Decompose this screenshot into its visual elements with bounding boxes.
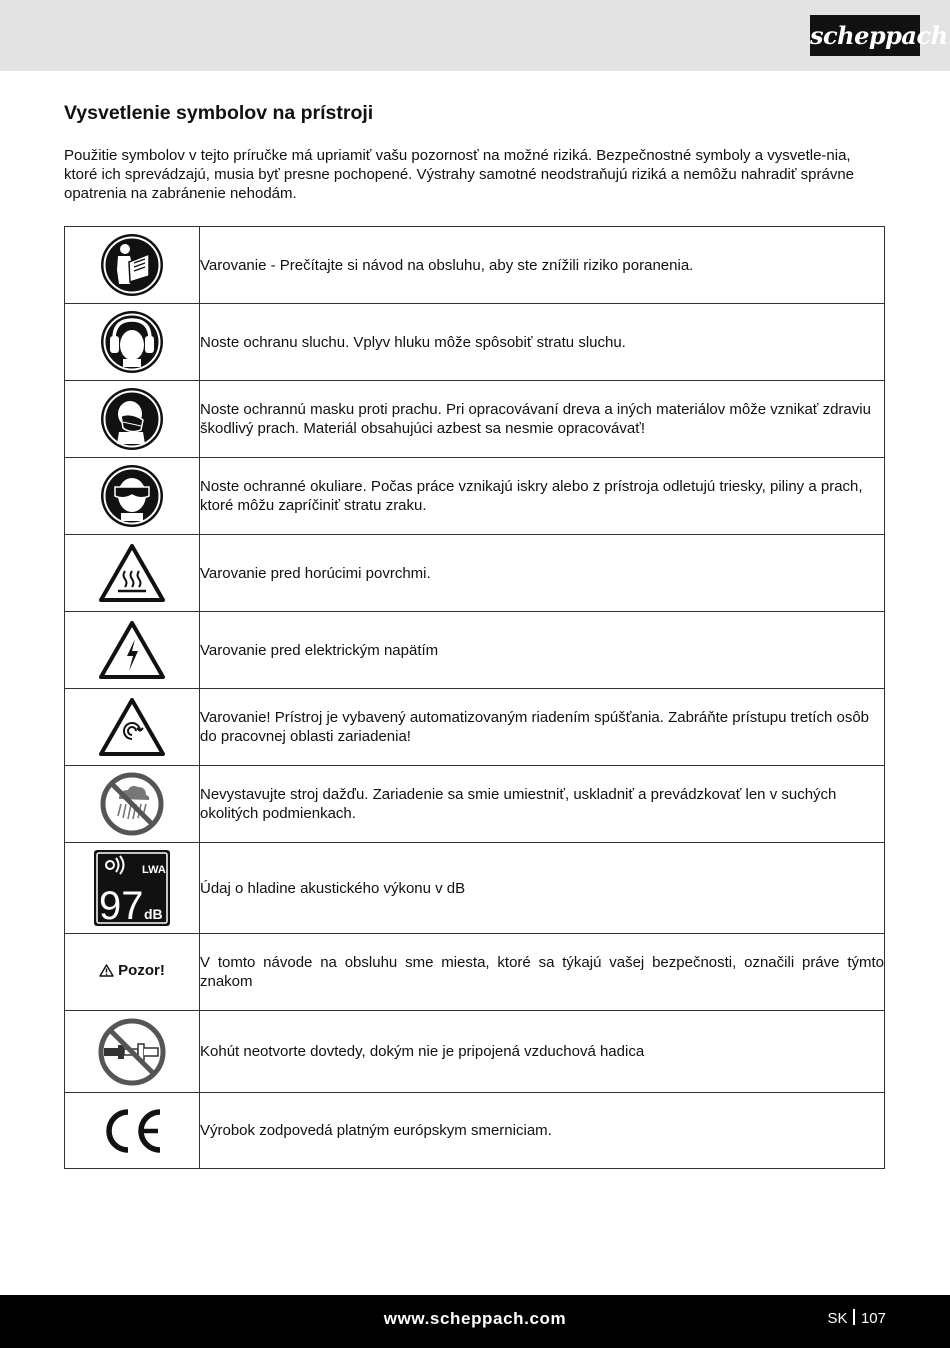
table-row bbox=[65, 458, 885, 535]
table-row bbox=[65, 612, 885, 689]
read-manual-icon bbox=[99, 232, 165, 298]
intro-paragraph: Použitie symbolov v tejto príručke má upriamiť vašu pozornosť na možné riziká. Bezpečnostné symboly a vysvetle-nia, ktoré ich sprevádzajú, musia byť presne pochopené. Výstrahy samotné neodstraňujú riziká a nemôžu nahradiť správne opatrenia na zabránenie nehodám. bbox=[64, 147, 855, 202]
sound-level-value: 97 bbox=[99, 884, 144, 927]
brand-logo bbox=[810, 15, 948, 56]
page-number: 107 bbox=[860, 1310, 886, 1327]
symbol-description: Noste ochrannú masku proti prachu. Pri opracovávaní dreva a iných materiálov môže vznikať zdraviu škodlivý prach. Materiál obsahujúci azbest sa nesmie opracovávať! bbox=[200, 381, 885, 458]
table-row bbox=[65, 227, 885, 304]
symbol-description: V tomto návode na obsluhu sme miesta, ktoré sa týkajú vašej bezpečnosti, označili práve týmto znakom bbox=[200, 934, 885, 1011]
pozor-label bbox=[99, 962, 165, 979]
electric-voltage-warning-icon bbox=[98, 620, 166, 680]
symbol-description: Údaj o hladine akustického výkonu v dB bbox=[200, 843, 885, 934]
symbol-description: Varovanie pred elektrickým napätím bbox=[200, 612, 885, 689]
safety-goggles-icon bbox=[99, 463, 165, 529]
sound-level-unit: dB bbox=[144, 906, 163, 922]
symbol-description: Varovanie - Prečítajte si návod na obsluhu, aby ste znížili riziko poranenia. bbox=[200, 227, 885, 304]
symbol-description: Noste ochranné okuliare. Počas práce vznikajú iskry alebo z prístroja odletujú triesky, piliny a prach, ktoré môžu zapríčiniť stratu zraku. bbox=[200, 458, 885, 535]
ce-mark-icon bbox=[98, 1106, 166, 1156]
footer-website-link[interactable]: www.scheppach.com bbox=[383, 1309, 567, 1328]
hot-surface-warning-icon bbox=[98, 543, 166, 603]
lwa-label: LWA bbox=[142, 864, 166, 876]
symbol-description: Výrobok zodpovedá platným európskym smerniciam. bbox=[200, 1093, 885, 1169]
symbols-table bbox=[64, 226, 885, 1169]
symbol-cell bbox=[65, 934, 200, 1011]
hearing-protection-icon bbox=[99, 309, 165, 375]
symbol-cell bbox=[65, 304, 200, 381]
table-row bbox=[65, 1093, 885, 1169]
symbol-description: Varovanie pred horúcimi povrchmi. bbox=[200, 535, 885, 612]
no-open-valve-icon bbox=[97, 1017, 167, 1087]
symbol-cell bbox=[65, 458, 200, 535]
table-row bbox=[65, 535, 885, 612]
header-bar bbox=[0, 0, 950, 71]
symbol-cell bbox=[65, 612, 200, 689]
separator bbox=[853, 1309, 855, 1325]
no-rain-icon bbox=[99, 771, 165, 837]
symbol-cell bbox=[65, 843, 200, 934]
symbol-cell bbox=[65, 766, 200, 843]
page-indicator bbox=[827, 1295, 886, 1343]
footer-bar bbox=[0, 1295, 950, 1348]
sound-power-level-icon bbox=[93, 849, 171, 927]
pozor-text: Pozor! bbox=[118, 962, 165, 979]
automatic-start-warning-icon bbox=[98, 697, 166, 757]
symbol-cell bbox=[65, 227, 200, 304]
table-row bbox=[65, 689, 885, 766]
table-row bbox=[65, 934, 885, 1011]
symbol-cell bbox=[65, 1093, 200, 1169]
brand-logo-text: scheppach bbox=[810, 21, 948, 50]
table-row bbox=[65, 304, 885, 381]
table-row bbox=[65, 766, 885, 843]
table-row bbox=[65, 1011, 885, 1093]
symbol-description: Kohút neotvorte dovtedy, dokým nie je pripojená vzduchová hadica bbox=[200, 1011, 885, 1093]
symbol-cell bbox=[65, 689, 200, 766]
symbol-cell bbox=[65, 381, 200, 458]
warning-triangle-icon bbox=[99, 964, 114, 977]
symbol-description: Varovanie! Prístroj je vybavený automatizovaným riadením spúšťania. Zabráňte prístupu tretích osôb do pracovnej oblasti zariadenia! bbox=[200, 689, 885, 766]
table-row bbox=[65, 843, 885, 934]
dust-mask-icon bbox=[99, 386, 165, 452]
symbol-description: Noste ochranu sluchu. Vplyv hluku môže spôsobiť stratu sluchu. bbox=[200, 304, 885, 381]
symbol-description: Nevystavujte stroj dažďu. Zariadenie sa smie umiestniť, uskladniť a prevádzkovať len v suchých okolitých podmienkach. bbox=[200, 766, 885, 843]
language-code: SK bbox=[827, 1310, 848, 1327]
symbol-cell bbox=[65, 1011, 200, 1093]
symbol-cell bbox=[65, 535, 200, 612]
table-row bbox=[65, 381, 885, 458]
page-title: Vysvetlenie symbolov na prístroji bbox=[64, 102, 374, 124]
